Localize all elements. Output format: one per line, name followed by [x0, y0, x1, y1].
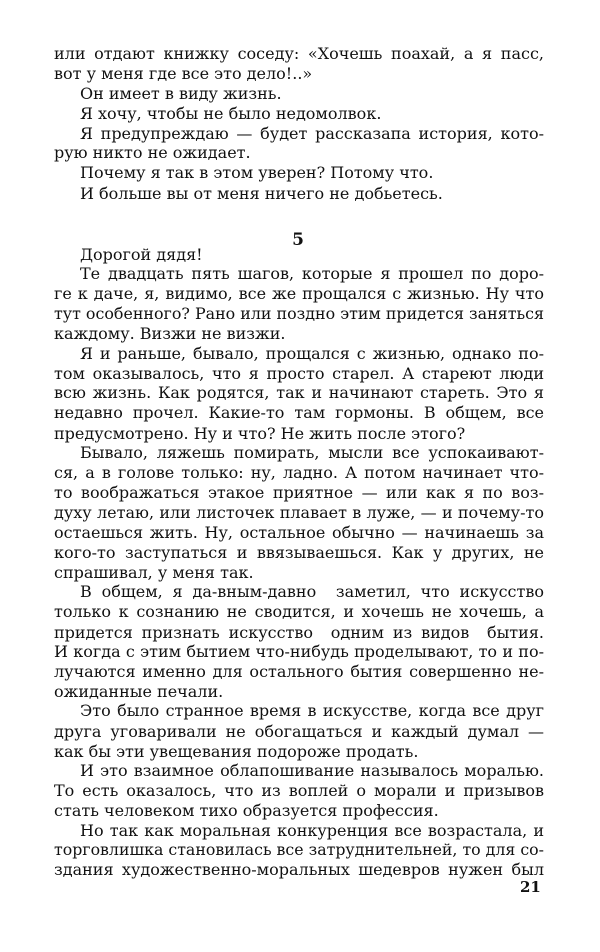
- text-line: Это было странное время в искусстве, когда все друг: [80, 701, 544, 720]
- text-line: торговлишка становилась все затруднительней, то для со-: [54, 840, 544, 859]
- text-line: Но так как моральная конкуренция все возрастала, и: [80, 821, 544, 840]
- text-line: ожиданные печали.: [54, 682, 224, 701]
- text-line: кого-то заступаться и ввязываешься. Как у других, не: [54, 543, 544, 562]
- text-line: только к сознанию не сводится, и хочешь не хочешь, а: [54, 602, 544, 621]
- text-line: недавно прочел. Какие-то там гормоны. В общем, все: [54, 403, 544, 422]
- text-line: И это взаимное облапошивание называлось моралью.: [80, 761, 544, 780]
- text-line: том оказывалось, что я просто старел. А стареют люди: [54, 364, 544, 383]
- text-line: Бывало, ляжешь помирать, мысли все успокаивают-: [80, 443, 544, 462]
- page-number: 21: [520, 878, 541, 896]
- text-line: Он имеет в виду жизнь.: [80, 84, 282, 103]
- text-line: В общем, я да-вным-давно заметил, что искусство: [80, 582, 544, 601]
- text-line: Я хочу, чтобы не было недомолвок.: [80, 104, 382, 123]
- text-line: придется признать искусство одним из видов бытия.: [54, 623, 544, 642]
- text-line: здания художественно-моральных шедевров нужен был: [54, 860, 544, 879]
- text-line: остаешься жить. Ну, остальное обычно — начинаешь за: [54, 523, 544, 542]
- text-line: Я предупреждаю — будет рассказапа история, кото-: [80, 124, 544, 143]
- text-line: как бы эти увещевания подороже продать.: [54, 742, 419, 761]
- text-line: Я и раньше, бывало, прощался с жизнью, однако по-: [80, 344, 544, 363]
- text-line: рую никто не ожидает.: [54, 143, 251, 162]
- text-line: И больше вы от меня ничего не добьетесь.: [80, 184, 443, 203]
- section-heading: 5: [292, 230, 304, 250]
- text-line: каждому. Визжи не визжи.: [54, 324, 286, 343]
- text-line: или отдают книжку соседу: «Хочешь поахай, а я пасс,: [54, 44, 544, 63]
- text-line: То есть оказалось, что из воплей о морали и призывов: [54, 781, 544, 800]
- text-line: Почему я так в этом уверен? Потому что.: [80, 163, 434, 182]
- text-line: ся, а в голове только: ну, ладно. А потом начинает что-: [54, 463, 544, 482]
- text-line: спрашивал, у меня так.: [54, 563, 254, 582]
- text-line: ге к даче, я, видимо, все же прощался с жизнью. Ну что: [54, 284, 544, 303]
- text-line: И когда с этим бытием что-нибудь проделывают, то и по-: [54, 642, 544, 661]
- text-line: стать человеком тихо образуется профессия.: [54, 801, 439, 820]
- text-line: Дорогой дядя!: [80, 245, 203, 264]
- text-line: друга уговаривали не обогащаться и каждый думал —: [54, 722, 544, 741]
- text-line: предусмотрено. Ну и что? Не жить после этого?: [54, 424, 466, 443]
- text-line: всю жизнь. Как родятся, так и начинают стареть. Это я: [54, 383, 544, 402]
- text-line: то воображаться этакое приятное — или как я по воз-: [54, 483, 544, 502]
- text-line: тут особенного? Рано или поздно этим придется заняться: [54, 304, 544, 323]
- text-line: лучаются именно для остального бытия совершенно не-: [54, 662, 544, 681]
- text-line: Те двадцать пять шагов, которые я прошел по доро-: [80, 264, 544, 283]
- text-line: духу летаю, или листочек плавает в луже, — и почему-то: [54, 503, 544, 522]
- text-line: вот у меня где все это дело!..»: [54, 64, 313, 83]
